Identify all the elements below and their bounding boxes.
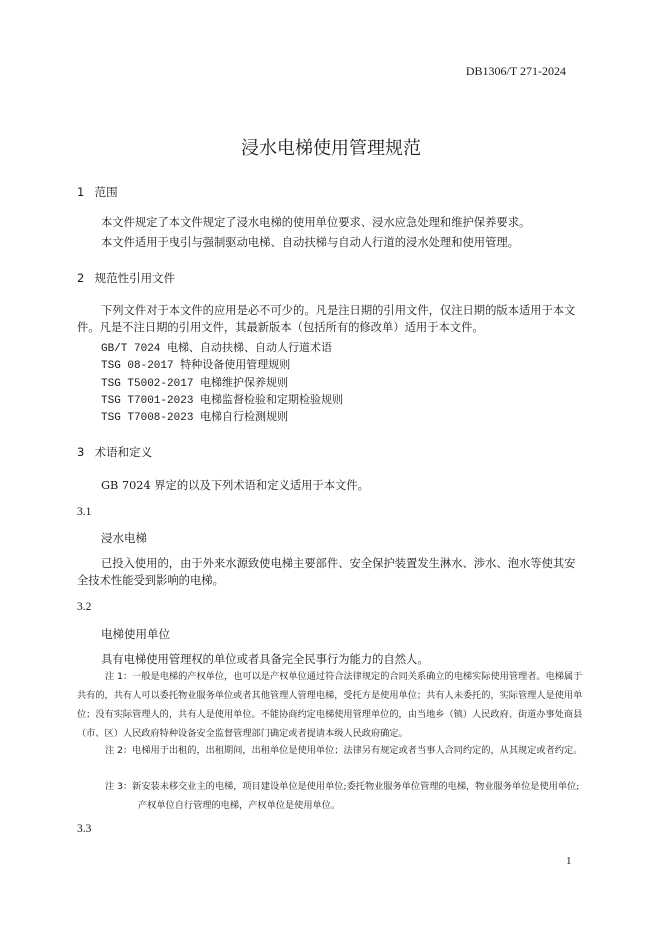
document-number: DB1306/T 271-2024 [465,64,566,78]
page-title: 浸水电梯使用管理规范 [241,138,421,159]
section-3-heading [77,444,152,460]
reference-item [101,339,332,355]
section-number: 1 [77,185,85,199]
section-2-heading [77,270,175,286]
term-name: 浸水电梯 [101,531,147,545]
note-2 [77,741,585,760]
section-number: 2 [77,271,85,285]
reference-item [101,356,290,372]
reference-title: 特种设备使用管理规则 [180,358,291,371]
paragraph: GB 7024 界定的以及下列术语和定义适用于本文件。 [101,479,369,492]
reference-code: TSG T5002-2017 [101,378,194,390]
section-number: 3 [77,445,85,459]
reference-code: TSG T7001-2023 [101,395,194,407]
note-text: 新安装未移交业主的电梯，项目建设单位是使用单位;委托物业服务单位管理的电梯，物业服务单位是使用单位;产权单位自行管理的电梯，产权单位是使用单位。 [132,781,580,811]
term-number: 3.2 [77,601,92,613]
reference-item [101,408,288,424]
reference-code: TSG T7008-2023 [101,412,194,424]
note-text: 一般是电梯的产权单位，也可以是产权单位通过符合法律规定的合同关系确立的电梯实际使用管理者。电梯属于共有的，共有人可以委托物业服务单位或者其他管理人管理电梯，受托方是使用单位；共有人未委托的，实际管理人是使用单位；没有实际管理人的，共有人是使用单位。不能协商约定电梯使用管理单位的，由当地乡（镇）人民政府、街道办事处商县（市、区）人民政府特种设备安全监督管理部门确定或者提请本级人民政府确定。 [77,671,583,739]
reference-item [101,374,288,390]
term-number: 3.1 [77,506,92,518]
term-definition: 具有电梯使用管理权的单位或者具备完全民事行为能力的自然人。 [101,653,429,666]
term-name: 电梯使用单位 [101,627,170,641]
section-1-heading [77,184,118,200]
reference-code: TSG 08-2017 [101,360,174,372]
term-definition: 已投入使用的，由于外来水源致使电梯主要部件、安全保护装置发生淋水、涉水、泡水等使其安全技术性能受到影响的电梯。 [77,557,576,587]
paragraph: 本文件规定了本文件规定了浸水电梯的使用单位要求、浸水应急处理和维护保养要求。 [101,216,531,229]
reference-title: 电梯维护保养规则 [200,376,289,389]
reference-code: GB/T 7024 [101,343,161,355]
reference-title: 电梯自行检测规则 [200,410,289,423]
note-label: 注 3： [105,781,133,792]
section-title: 规范性引用文件 [94,271,176,285]
note-3 [105,777,585,815]
paragraph: 本文件适用于曳引与强制驱动电梯、自动扶梯与自动人行道的浸水处理和使用管理。 [101,236,519,249]
note-label: 注 2： [105,745,133,756]
note-label: 注 1： [105,671,133,682]
note-text: 电梯用于出租的，出租期间，出租单位是使用单位；法律另有规定或者当事人合同约定的，从其规定或者约定。 [132,745,583,756]
paragraph: 下列文件对于本文件的应用是必不可少的。凡是注日期的引用文件，仅注日期的版本适用于本文件。凡是不注日期的引用文件，其最新版本（包括所有的修改单）适用于本文件。 [77,304,576,334]
reference-title: 电梯、自动扶梯、自动人行道术语 [167,341,333,354]
term-number: 3.3 [77,823,92,835]
note-1 [77,667,585,743]
page-number: 1 [566,855,572,867]
reference-item [101,391,343,407]
section-title: 范围 [94,185,118,199]
section-title: 术语和定义 [94,445,153,459]
reference-title: 电梯监督检验和定期检验规则 [200,393,344,406]
